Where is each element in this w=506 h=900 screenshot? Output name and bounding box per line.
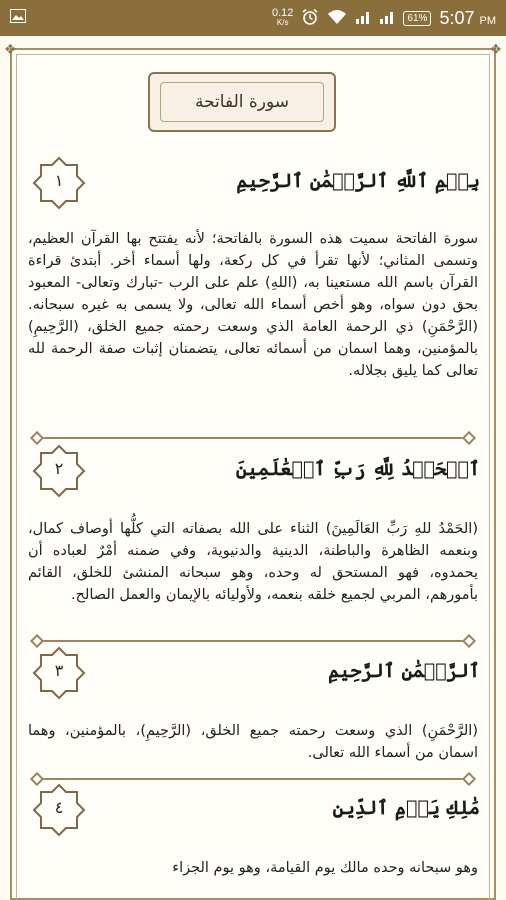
signal-icon-2 <box>379 10 395 27</box>
verse-number-badge <box>32 156 86 210</box>
verse-tafsir: (الحَمْدُ للهِ رَبِّ العَالَمِينَ) الثناء على الله بصفاته التي كلُّها أوصاف كمال، وبنعمه الظاهرة والباطنة، الدينية والدنيوية، وفي ضمنه أمْرٌ لعباده أن يحمدوه، فهو المستحق له وحده، وهو سبحانه المنشئ للخلق، القائم بأمورهم، المربي لجميع خلقه بنعمه، ولأوليائه بالإيمان والعمل الصالح. <box>28 521 478 603</box>
frame-corner-ornament: ❖ <box>489 42 502 58</box>
verse-number: ١ <box>54 171 64 190</box>
battery-indicator: 61% <box>403 11 431 26</box>
verse-text: ٱلۡحَمۡدُ لِلَّهِ رَبِّ ٱلۡعَٰلَمِينَ <box>235 458 480 480</box>
verse-block <box>26 444 480 606</box>
clock: 5:07 PM <box>439 7 496 28</box>
verse-header <box>26 156 480 216</box>
verse-tafsir: وهو سبحانه وحده مالك يوم القيامة، وهو يوم الجزاء <box>172 860 478 876</box>
verse-number-badge <box>32 444 86 498</box>
verse-divider <box>30 431 476 445</box>
verse-header <box>26 783 480 843</box>
signal-icon-1 <box>355 10 371 27</box>
verse-number: ٢ <box>54 459 64 478</box>
wifi-icon <box>327 9 347 28</box>
verse-header <box>26 444 480 504</box>
alarm-icon <box>301 8 319 29</box>
status-bar <box>0 0 506 36</box>
surah-title-box <box>148 72 336 132</box>
verse-number: ٣ <box>54 661 64 680</box>
verse-text: بِسۡمِ ٱللَّهِ ٱلرَّحۡمَٰنِ ٱلرَّحِيمِ <box>236 170 480 192</box>
verse-number-badge <box>32 646 86 700</box>
verse-text: ٱلرَّحۡمَٰنِ ٱلرَّحِيمِ <box>328 660 480 682</box>
verse-block <box>26 646 480 764</box>
gallery-notification-icon <box>10 9 26 28</box>
verse-block <box>26 783 480 879</box>
verse-tafsir: سورة الفاتحة سميت هذه السورة بالفاتحة؛ لأنه يفتتح بها القرآن العظيم، وتسمى المثاني؛ لأنها تقرأ في كل ركعة، ولها أسماء أخر. أبتدئ قراءة القرآن باسم الله مستعينا به، (اللهِ) علم على الرب -تبارك وتعالى- المعبود بحق دون سواه، وهو أخص أسماء الله تعالى، ولا يسمى به غيره سبحانه. (الرَّحْمَنِ) ذي الرحمة العامة الذي وسعت رحمته جميع الخلق، (الرَّحِيمِ) بالمؤمنين، وهما اسمان من أسمائه تعالى، يتضمنان إثبات صفة الرحمة لله تعالى كما يليق بجلاله. <box>28 231 478 379</box>
verse-block <box>26 156 480 382</box>
network-speed: 0.12 K/s <box>272 7 294 27</box>
verse-number: ٤ <box>54 798 64 817</box>
verse-number-badge <box>32 783 86 837</box>
verse-text: مَٰلِكِ يَوۡمِ ٱلدِّينِ <box>332 797 480 819</box>
frame-corner-ornament: ❖ <box>4 42 17 58</box>
verse-header <box>26 646 480 706</box>
verse-tafsir: (الرَّحْمَنِ) الذي وسعت رحمته جميع الخلق، (الرَّحِيمِ)، بالمؤمنين، وهما اسمان من أسماء الله تعالى. <box>28 723 478 761</box>
surah-title: سورة الفاتحة <box>160 82 324 122</box>
